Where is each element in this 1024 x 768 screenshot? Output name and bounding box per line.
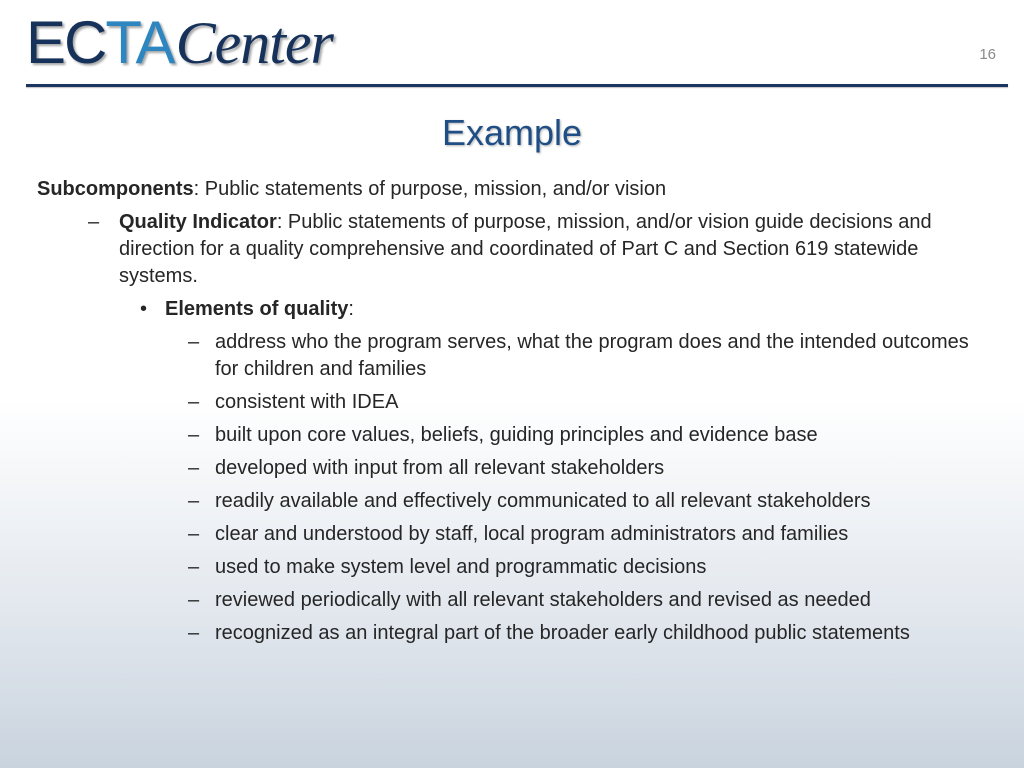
dash-bullet: – (188, 622, 200, 644)
list-item (0, 422, 1024, 449)
list-item-text: recognized as an integral part of the broader early childhood public statements (215, 622, 910, 644)
list-item-text: consistent with IDEA (215, 391, 399, 413)
dash-bullet: – (188, 424, 200, 446)
dash-bullet: – (188, 556, 200, 578)
header-divider (26, 84, 1008, 87)
list-item (0, 329, 1024, 383)
elements-of-quality-colon: : (348, 298, 354, 320)
dash-bullet: – (188, 391, 200, 413)
dash-bullet: – (188, 523, 200, 545)
slide-title: Example (441, 112, 583, 153)
list-item (0, 455, 1024, 482)
subcomponents-label: Subcomponents (37, 178, 194, 200)
list-item (0, 488, 1024, 515)
list-item (0, 521, 1024, 548)
list-item (0, 389, 1024, 416)
list-item-text: built upon core values, beliefs, guiding principles and evidence base (215, 424, 818, 446)
list-item-text: used to make system level and programmatic decisions (215, 556, 707, 578)
list-item (0, 587, 1024, 614)
dash-bullet: – (88, 211, 100, 233)
slide-content (0, 176, 1024, 653)
elements-of-quality-paragraph (0, 296, 1024, 323)
dash-bullet: – (188, 589, 200, 611)
list-item-text: readily available and effectively communicated to all relevant stakeholders (215, 490, 871, 512)
list-item (0, 620, 1024, 647)
elements-of-quality-label: Elements of quality (165, 298, 349, 320)
slide-number: 16 (979, 46, 996, 63)
list-item-text: reviewed periodically with all relevant stakeholders and revised as needed (215, 589, 871, 611)
quality-indicator-text: : Public statements of purpose, mission, and/or vision guide decisions and direction for a quality comprehensive and coordinated of Part C and Section 619 statewide systems. (119, 211, 932, 287)
list-item (0, 554, 1024, 581)
quality-indicator-paragraph (0, 209, 1024, 290)
dash-bullet: – (188, 457, 200, 479)
round-bullet: • (140, 298, 148, 320)
subcomponents-paragraph (0, 176, 1024, 203)
list-item-text: developed with input from all relevant stakeholders (215, 457, 665, 479)
logo-text-center: Center (175, 10, 333, 76)
subcomponents-text: : Public statements of purpose, mission, and/or vision (193, 178, 667, 200)
quality-indicator-label: Quality Indicator (119, 211, 277, 233)
list-item-text: clear and understood by staff, local program administrators and families (215, 523, 849, 545)
logo-text-ec: EC (26, 9, 106, 76)
logo-text-ta: TA (105, 9, 174, 76)
dash-bullet: – (188, 490, 200, 512)
dash-bullet: – (188, 331, 200, 353)
ecta-center-logo (26, 4, 333, 82)
list-item-text: address who the program serves, what the program does and the intended outcomes for children and families (215, 331, 969, 380)
